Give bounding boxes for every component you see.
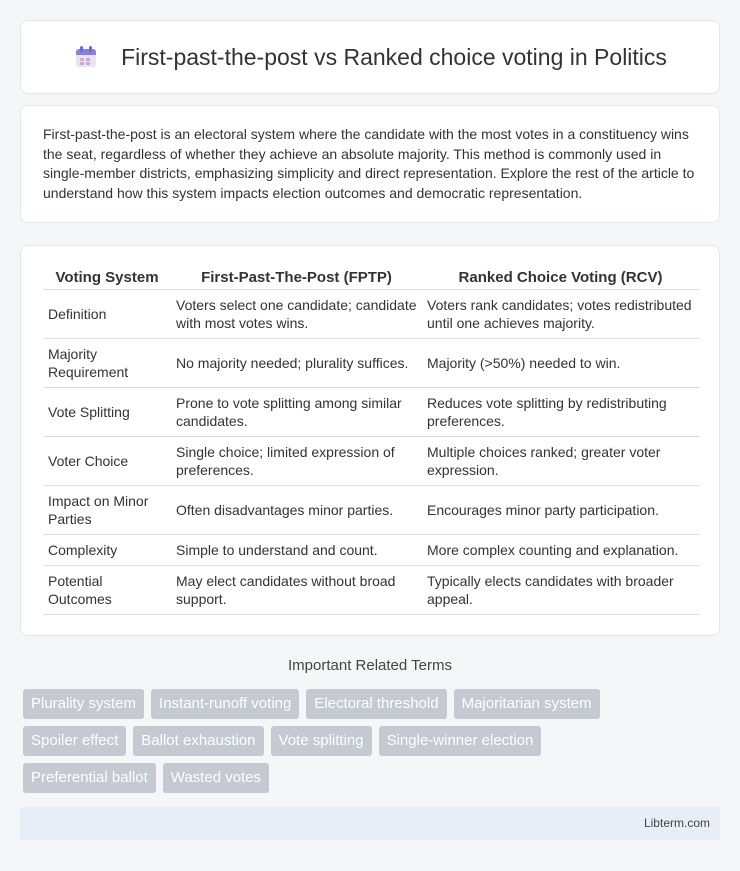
comparison-card: [20, 245, 720, 636]
table-row: [43, 290, 699, 339]
intro-text: First-past-the-post is an electoral system where the candidate with the most votes in a constituency wins the seat, regardless of whether they achieve an absolute majority. This method is commonly used in single-member districts, emphasizing simplicity and direct representation. Explore the rest of the article to understand how this system impacts election outcomes and democratic representation.: [43, 126, 695, 201]
term-tag[interactable]: Ballot exhaustion: [133, 726, 263, 756]
table-row: [43, 388, 699, 437]
related-terms-list: [23, 689, 723, 800]
footer-link[interactable]: Libterm.com: [643, 816, 710, 830]
term-tag[interactable]: Single-winner election: [379, 726, 542, 756]
term-tag[interactable]: Plurality system: [23, 689, 144, 719]
tag-row: [23, 726, 723, 756]
table-cell: Encourages minor party participation.: [422, 486, 699, 535]
page-header: [20, 20, 720, 94]
term-tag[interactable]: Spoiler effect: [23, 726, 126, 756]
row-label: Majority Requirement: [43, 339, 171, 388]
row-label: Complexity: [43, 535, 171, 566]
table-cell: Voters rank candidates; votes redistributed until one achieves majority.: [422, 290, 699, 339]
table-cell: Simple to understand and count.: [171, 535, 422, 566]
table-row: [43, 535, 699, 566]
tag-row: [23, 689, 723, 719]
column-header: First-Past-The-Post (FPTP): [171, 266, 422, 290]
table-cell: Typically elects candidates with broader appeal.: [422, 566, 699, 615]
term-tag[interactable]: Electoral threshold: [306, 689, 446, 719]
table-row: [43, 437, 699, 486]
table-cell: Multiple choices ranked; greater voter expression.: [422, 437, 699, 486]
column-header: Ranked Choice Voting (RCV): [422, 266, 699, 290]
term-tag[interactable]: Preferential ballot: [23, 763, 156, 793]
table-header-row: [43, 266, 699, 290]
table-cell: May elect candidates without broad support.: [171, 566, 422, 615]
term-tag[interactable]: Instant-runoff voting: [151, 689, 299, 719]
term-tag[interactable]: Vote splitting: [271, 726, 372, 756]
table-cell: Voters select one candidate; candidate with most votes wins.: [171, 290, 422, 339]
row-label: Impact on Minor Parties: [43, 486, 171, 535]
table-cell: More complex counting and explanation.: [422, 535, 699, 566]
table-row: [43, 566, 699, 615]
row-label: Voter Choice: [43, 437, 171, 486]
table-row: [43, 339, 699, 388]
column-header: Voting System: [43, 266, 171, 290]
comparison-table: [43, 266, 699, 615]
table-row: [43, 486, 699, 535]
page-footer: [20, 807, 720, 840]
calendar-icon: [73, 44, 99, 70]
table-cell: Majority (>50%) needed to win.: [422, 339, 699, 388]
intro-section: [20, 105, 720, 223]
term-tag[interactable]: Majoritarian system: [454, 689, 600, 719]
row-label: Vote Splitting: [43, 388, 171, 437]
tag-row: [23, 763, 723, 793]
page-title: First-past-the-post vs Ranked choice voting in Politics: [121, 43, 667, 70]
row-label: Potential Outcomes: [43, 566, 171, 615]
table-cell: Single choice; limited expression of preferences.: [171, 437, 422, 486]
related-terms-title: Important Related Terms: [288, 657, 452, 674]
table-cell: No majority needed; plurality suffices.: [171, 339, 422, 388]
table-cell: Reduces vote splitting by redistributing preferences.: [422, 388, 699, 437]
row-label: Definition: [43, 290, 171, 339]
table-cell: Prone to vote splitting among similar candidates.: [171, 388, 422, 437]
table-cell: Often disadvantages minor parties.: [171, 486, 422, 535]
term-tag[interactable]: Wasted votes: [163, 763, 269, 793]
